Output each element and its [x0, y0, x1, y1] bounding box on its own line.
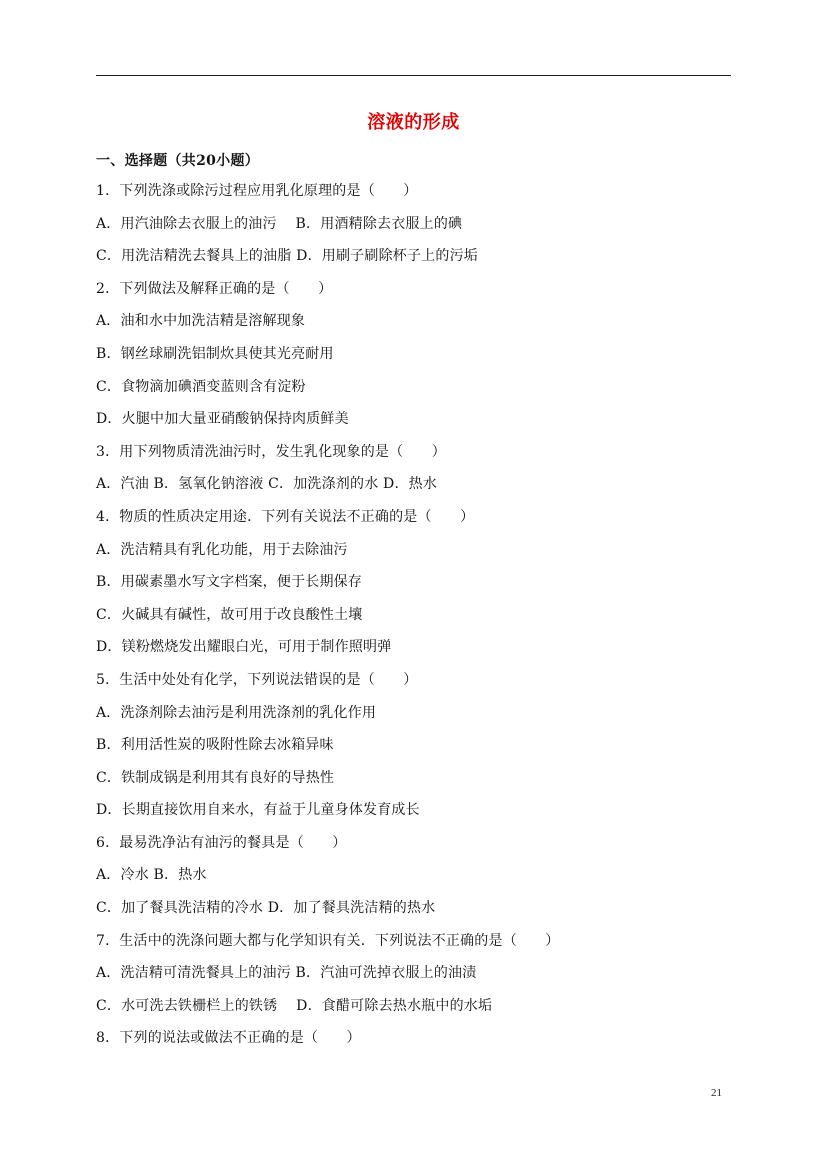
question-1-options-ab: A．用汽油除去衣服上的油污 B．用酒精除去衣服上的碘 [96, 215, 463, 232]
question-1-stem: 1．下列洗涤或除污过程应用乳化原理的是（ ） [96, 183, 418, 199]
question-4-option-d: D．镁粉燃烧发出耀眼白光，可用于制作照明弹 [96, 639, 392, 656]
question-6-options-ab: A．冷水 B．热水 [96, 867, 207, 884]
question-3-options: A．汽油 B．氢氧化钠溶液 C．加洗涤剂的水 D．热水 [96, 476, 438, 493]
question-2-stem: 2．下列做法及解释正确的是（ ） [96, 280, 333, 297]
question-5-option-b: B．利用活性炭的吸附性除去冰箱异味 [96, 737, 334, 754]
question-4-option-b: B．用碳素墨水写文字档案，便于长期保存 [96, 574, 363, 591]
question-2-option-c: C．食物滴加碘酒变蓝则含有淀粉 [96, 378, 306, 395]
page-title: 溶液的形成 [367, 112, 460, 133]
page-number: 21 [711, 1087, 722, 1099]
section-heading: 一、选择题（共20小题） [96, 153, 260, 169]
question-7-stem: 7．生活中的洗涤问题大都与化学知识有关．下列说法不正确的是（ ） [96, 932, 560, 949]
header-rule [96, 75, 731, 76]
question-1-options-cd: C．用洗洁精洗去餐具上的油脂 D．用刷子刷除杯子上的污垢 [96, 248, 478, 265]
question-6-stem: 6．最易洗净沾有油污的餐具是（ ） [96, 834, 347, 851]
question-5-stem: 5．生活中处处有化学，下列说法错误的是（ ） [96, 671, 418, 688]
question-4-option-c: C．火碱具有碱性，故可用于改良酸性土壤 [96, 606, 363, 623]
question-2-option-b: B．钢丝球刷洗铝制炊具使其光亮耐用 [96, 345, 334, 362]
question-6-options-cd: C．加了餐具洗洁精的冷水 D．加了餐具洗洁精的热水 [96, 900, 436, 917]
question-4-stem: 4．物质的性质决定用途．下列有关说法不正确的是（ ） [96, 508, 475, 525]
question-2-option-a: A．油和水中加洗洁精是溶解现象 [96, 313, 306, 330]
question-5-option-c: C．铁制成锅是利用其有良好的导热性 [96, 769, 335, 786]
question-list [96, 181, 736, 1061]
question-8-stem: 8．下列的说法或做法不正确的是（ ） [96, 1030, 361, 1047]
question-5-option-a: A．洗涤剂除去油污是利用洗涤剂的乳化作用 [96, 704, 377, 721]
question-5-option-d: D．长期直接饮用自来水，有益于儿童身体发育成长 [96, 802, 420, 819]
question-7-options-cd: C．水可洗去铁栅栏上的铁锈 D．食醋可除去热水瓶中的水垢 [96, 997, 493, 1014]
question-4-option-a: A．洗洁精具有乳化功能，用于去除油污 [96, 541, 348, 558]
question-7-options-ab: A．洗洁精可清洗餐具上的油污 B．汽油可洗掉衣服上的油渍 [96, 965, 477, 982]
question-3-stem: 3．用下列物质清洗油污时，发生乳化现象的是（ ） [96, 443, 446, 460]
question-2-option-d: D．火腿中加大量亚硝酸钠保持肉质鲜美 [96, 411, 349, 428]
